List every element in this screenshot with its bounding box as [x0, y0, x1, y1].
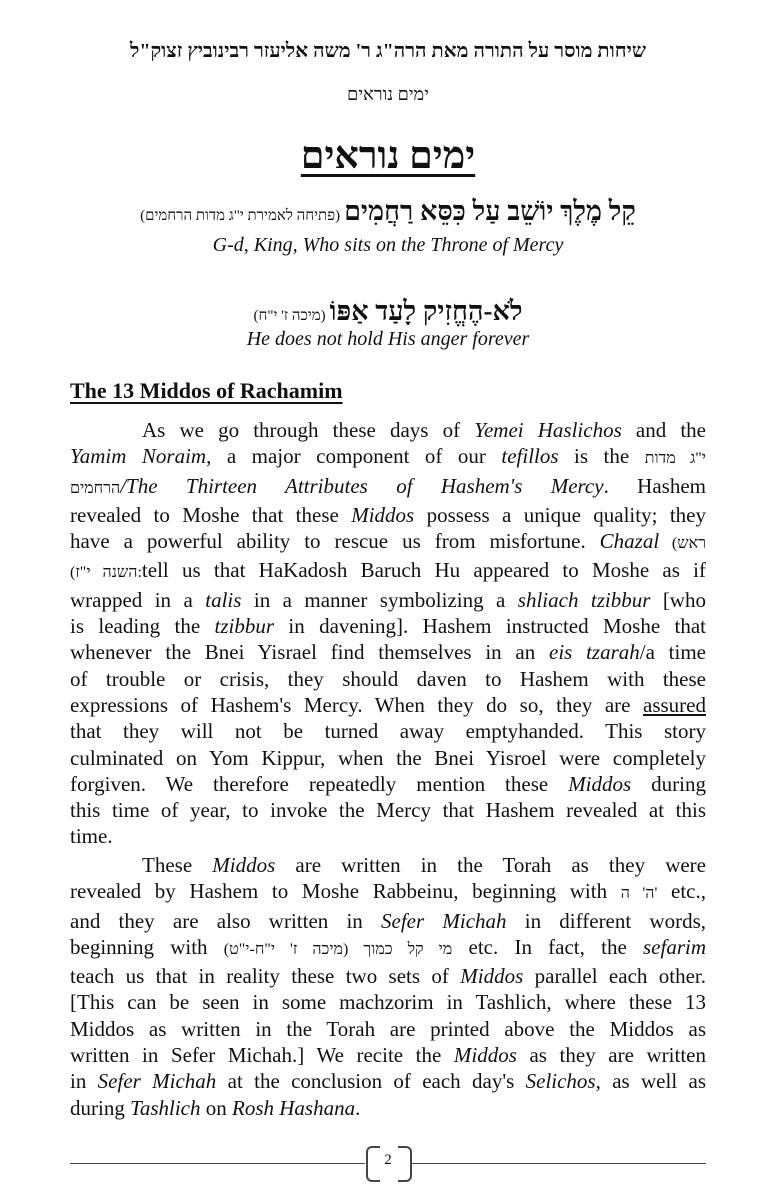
paragraph-line: whenever the Bnei Yisrael find themselves in an eis tzarah/a time — [70, 640, 707, 665]
running-header-title: שיחות מוסר על התורה מאת הרה"ג ר' משה אליעזר רבינוביץ זצוק"ל — [129, 40, 646, 62]
verse-1 — [60, 196, 716, 227]
page-number-bracket-right — [398, 1146, 412, 1182]
page-title: ימים נוראים — [300, 135, 476, 177]
body-paragraph-2 — [70, 852, 706, 1121]
body-paragraph-1 — [70, 417, 706, 850]
footer-divider-right — [412, 1163, 706, 1164]
paragraph-line: Middos as written in the Torah are printed above the Middos as — [70, 1016, 706, 1041]
paragraph-line: הרחמים/The Thirteen Attributes of Hashem's Mercy. Hashem — [70, 473, 706, 498]
paragraph-line: beginning with מי קל כמוך (מיכה ז' י"ח-י"ט) etc. In fact, the sefarim — [70, 934, 706, 959]
paragraph-line: this time of year, to invoke the Mercy that Hashem revealed at this — [70, 798, 706, 823]
paragraph-line: Yamim Noraim, a major component of our tefillos is the י"ג מדות — [70, 444, 706, 469]
paragraph-line: teach us that in reality these two sets of Middos parallel each other. — [70, 964, 706, 989]
paragraph-line: [This can be seen in some machzorim in Tashlich, where these 13 — [70, 990, 706, 1015]
paragraph-line: and they are also written in Sefer Michah in different words, — [70, 908, 707, 933]
verse-2-translation: He does not hold His anger forever — [246, 328, 530, 350]
paragraph-line: of trouble or crisis, they should daven to Hashem with these — [70, 666, 706, 691]
paragraph-line: culminated on Yom Kippur, when the Bnei Yisroel were completely — [70, 745, 706, 770]
verse-2-hebrew: לֹא-הֶחֱזִיק לָעַד אַפּוֹ — [329, 296, 523, 326]
section-heading: The 13 Middos of Rachamim — [70, 378, 343, 403]
verse-2 — [60, 296, 716, 327]
verse-1-hebrew: קֵל מֶלֶךְ יוֹשֵׁב עַל כִּסֵּא רַחֲמִים — [344, 196, 636, 226]
paragraph-line: forgiven. We therefore repeatedly mention these Middos during — [70, 771, 706, 796]
running-header-subtitle: ימים נוראים — [347, 84, 429, 104]
paragraph-line: revealed to Moshe that these Middos possess a unique quality; they — [70, 502, 706, 527]
paragraph-line: written in Sefer Michah.] We recite the Middos as they are written — [70, 1043, 706, 1068]
paragraph-line: in Sefer Michah at the conclusion of each day's Selichos, as well as — [70, 1069, 706, 1094]
page-number: 2 — [384, 1152, 392, 1168]
paragraph-line: expressions of Hashem's Mercy. When they do so, they are assured — [70, 692, 706, 717]
paragraph-line: that they will not be turned away emptyhanded. This story — [70, 719, 706, 744]
paragraph-line: (השנה י"ז:tell us that HaKadosh Baruch Hu appeared to Moshe as if — [70, 558, 707, 583]
paragraph-line: wrapped in a talis in a manner symbolizing a shliach tzibbur [who — [70, 587, 706, 612]
verse-2-source: (מיכה ז' י"ח) — [253, 308, 326, 324]
paragraph-line: These Middos are written in the Torah as they were — [142, 853, 706, 877]
paragraph-line: revealed by Hashem to Moshe Rabbeinu, beginning with ה' ה' etc., — [70, 879, 706, 904]
paragraph-line: As we go through these days of Yemei Haslichos and the — [142, 418, 706, 442]
paragraph-line: time. — [70, 824, 113, 849]
paragraph-line: during Tashlich on Rosh Hashana. — [70, 1095, 361, 1120]
paragraph-line: have a powerful ability to rescue us from misfortune. Chazal (ראש — [70, 529, 706, 554]
footer-divider-left — [70, 1163, 365, 1164]
verse-1-translation: G-d, King, Who sits on the Throne of Mercy — [212, 234, 564, 256]
paragraph-line: is leading the tzibbur in davening]. Hashem instructed Moshe that — [70, 614, 706, 639]
verse-1-source: (פתיחה לאמירת י"ג מדות הרחמים) — [140, 208, 341, 224]
